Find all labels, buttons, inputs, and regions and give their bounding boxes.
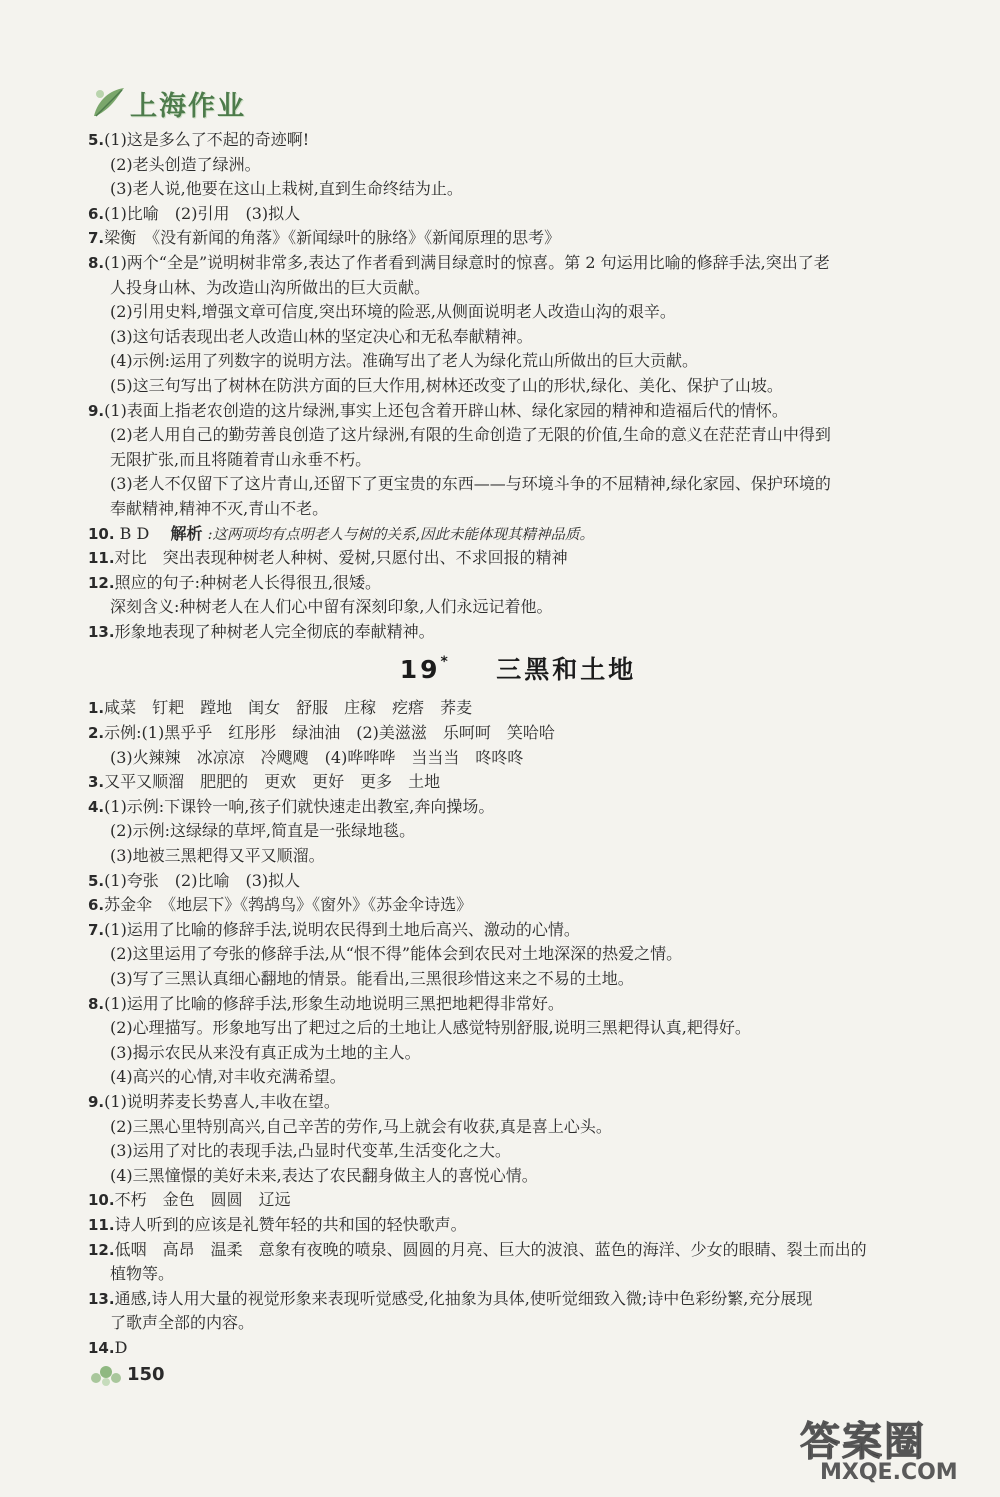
answer-line bbox=[88, 423, 948, 448]
answer-text: 形象地表现了种树老人完全彻底的奉献精神。 bbox=[114, 621, 435, 641]
answer-text: 奉献精神,精神不灭,青山不老。 bbox=[110, 498, 329, 518]
answer-text: (3)地被三黑耙得又平又顺溜。 bbox=[110, 846, 325, 866]
answer-line bbox=[88, 1016, 948, 1041]
logo-text: 上海作业 bbox=[130, 91, 246, 122]
answer-line bbox=[88, 1238, 948, 1263]
answer-text: (3)这句话表现出老人改造山林的坚定决心和无私奉献精神。 bbox=[110, 326, 533, 346]
answer-text: (3)火辣辣 冰凉凉 冷飕飕 (4)哗哗哗 当当当 咚咚咚 bbox=[110, 747, 524, 767]
answer-line bbox=[88, 300, 948, 325]
answer-line bbox=[88, 1287, 948, 1312]
question-number: 2. bbox=[88, 724, 105, 743]
answer-text: (1)运用了比喻的修辞手法,说明农民得到土地后高兴、激动的心情。 bbox=[104, 919, 580, 939]
answer-line bbox=[88, 869, 948, 894]
answer-text: (2)心理描写。形象地写出了耙过之后的土地让人感觉特别舒服,说明三黑耙得认真,耙得好。 bbox=[110, 1018, 751, 1038]
answer-text: D bbox=[114, 1337, 128, 1357]
answer-text: (1)夸张 (2)比喻 (3)拟人 bbox=[104, 870, 301, 890]
answer-line bbox=[88, 276, 948, 301]
answer-line bbox=[88, 795, 948, 820]
question-number: 9. bbox=[88, 1092, 105, 1111]
answer-text: B D bbox=[119, 523, 166, 543]
answer-line bbox=[88, 448, 948, 473]
answer-line bbox=[88, 942, 948, 967]
answer-text: 植物等。 bbox=[110, 1264, 175, 1284]
answer-line bbox=[88, 721, 948, 746]
answer-line bbox=[88, 893, 948, 918]
answer-text: (2)老头创造了绿洲。 bbox=[110, 154, 261, 174]
answer-line bbox=[88, 325, 948, 350]
answer-text: 苏金伞 《地层下》《鹁鸪鸟》《窗外》《苏金伞诗选》 bbox=[104, 895, 473, 915]
answer-line bbox=[88, 226, 948, 251]
question-number: 5. bbox=[88, 871, 105, 890]
answer-line bbox=[88, 1336, 948, 1361]
question-number: 14. bbox=[88, 1338, 115, 1357]
answer-line bbox=[88, 620, 948, 645]
answer-line bbox=[88, 967, 948, 992]
watermark bbox=[800, 1410, 990, 1490]
answer-line bbox=[88, 202, 948, 227]
answer-text: 咸菜 钉耙 蹚地 闺女 舒服 庄稼 疙瘩 荞麦 bbox=[104, 698, 473, 718]
answer-line bbox=[88, 696, 948, 721]
question-number: 7. bbox=[88, 229, 105, 248]
answer-line bbox=[88, 1164, 948, 1189]
question-number: 3. bbox=[88, 773, 105, 792]
answer-line bbox=[88, 595, 948, 620]
answer-line bbox=[88, 497, 948, 522]
answer-line bbox=[88, 1213, 948, 1238]
question-number: 6. bbox=[88, 896, 105, 915]
answer-text: (1)比喻 (2)引用 (3)拟人 bbox=[104, 203, 301, 223]
answer-line bbox=[88, 844, 948, 869]
answer-line bbox=[88, 1188, 948, 1213]
answer-line bbox=[88, 918, 948, 943]
answer-text: (4)三黑憧憬的美好未来,表达了农民翻身做主人的喜悦心情。 bbox=[110, 1165, 538, 1185]
answer-line bbox=[88, 177, 948, 202]
answer-text: (5)这三句写出了树林在防洪方面的巨大作用,树林还改变了山的形状,绿化、美化、保护了山坡。 bbox=[110, 375, 783, 395]
answer-text: (3)运用了对比的表现手法,凸显时代变革,生活变化之大。 bbox=[110, 1141, 511, 1161]
answer-text: (2)三黑心里特别高兴,自己辛苦的劳作,马上就会有收获,真是喜上心头。 bbox=[110, 1116, 612, 1136]
question-number: 1. bbox=[88, 699, 105, 718]
question-number: 6. bbox=[88, 204, 105, 223]
flower-deco-icon bbox=[86, 1360, 126, 1390]
leaf-logo-icon bbox=[88, 82, 128, 122]
answer-text: (4)示例:运用了列数字的说明方法。准确写出了老人为绿化荒山所做出的巨大贡献。 bbox=[110, 351, 699, 371]
watermark-en: MXQE.COM bbox=[820, 1460, 958, 1485]
answer-line bbox=[88, 1065, 948, 1090]
answer-text: 了歌声全部的内容。 bbox=[110, 1313, 255, 1333]
question-number: 8. bbox=[88, 253, 105, 272]
question-number: 7. bbox=[88, 920, 105, 939]
answer-text: 照应的句子:种树老人长得很丑,很矮。 bbox=[114, 572, 382, 592]
section-title bbox=[88, 644, 948, 696]
answer-line-10 bbox=[88, 522, 948, 547]
answer-line bbox=[88, 746, 948, 771]
answer-block-18 bbox=[88, 128, 948, 522]
answer-text: 深刻含义:种树老人在人们心中留有深刻印象,人们永远记着他。 bbox=[110, 597, 553, 617]
analysis-label: 解析 bbox=[170, 523, 203, 543]
section-star: * bbox=[440, 654, 451, 671]
answer-text: 梁衡 《没有新闻的角落》《新闻绿叶的脉络》《新闻原理的思考》 bbox=[104, 228, 561, 248]
question-number: 8. bbox=[88, 994, 105, 1013]
question-number: 4. bbox=[88, 797, 105, 816]
answer-text: (1)表面上指老农创造的这片绿洲,事实上还包含着开辟山林、绿化家园的精神和造福后代的情怀。 bbox=[104, 400, 788, 420]
answer-text: 示例:(1)黑乎乎 红彤彤 绿油油 (2)美滋滋 乐呵呵 笑哈哈 bbox=[104, 723, 555, 743]
answer-text: 诗人听到的应该是礼赞年轻的共和国的轻快歌声。 bbox=[114, 1214, 467, 1234]
answer-content bbox=[88, 128, 948, 1361]
question-number: 9. bbox=[88, 401, 105, 420]
answer-line bbox=[88, 819, 948, 844]
question-number: 12. bbox=[88, 573, 115, 592]
answer-line bbox=[88, 1090, 948, 1115]
answer-text: (3)揭示农民从来没有真正成为土地的主人。 bbox=[110, 1042, 421, 1062]
question-number: 11. bbox=[88, 549, 115, 568]
answer-line bbox=[88, 546, 948, 571]
answer-text: (3)老人不仅留下了这片青山,还留下了更宝贵的东西——与环境斗争的不屈精神,绿化家园、保护环境的 bbox=[110, 474, 831, 494]
answer-text: (2)老人用自己的勤劳善良创造了这片绿洲,有限的生命创造了无限的价值,生命的意义在茫茫青山中得到 bbox=[110, 425, 831, 445]
question-number: 13. bbox=[88, 1289, 115, 1308]
question-number: 12. bbox=[88, 1240, 115, 1259]
answer-line bbox=[88, 770, 948, 795]
answer-block-18-cont bbox=[88, 546, 948, 644]
answer-text: (3)老人说,他要在这山上栽树,直到生命终结为止。 bbox=[110, 179, 463, 199]
answer-text: (2)示例:这绿绿的草坪,简直是一张绿地毯。 bbox=[110, 821, 416, 841]
header-logo bbox=[88, 80, 328, 124]
answer-text: 不朽 金色 圆圆 辽远 bbox=[114, 1190, 291, 1210]
answer-text: (1)说明荞麦长势喜人,丰收在望。 bbox=[104, 1091, 340, 1111]
answer-line bbox=[88, 374, 948, 399]
answer-line bbox=[88, 992, 948, 1017]
question-number: 10. bbox=[88, 524, 115, 543]
watermark-cn: 答案圈 bbox=[800, 1419, 926, 1465]
answer-text: (4)高兴的心情,对丰收充满希望。 bbox=[110, 1067, 346, 1087]
question-number: 5. bbox=[88, 131, 105, 149]
answer-text: (3)写了三黑认真细心翻地的情景。能看出,三黑很珍惜这来之不易的土地。 bbox=[110, 969, 634, 988]
answer-line bbox=[88, 1115, 948, 1140]
answer-text: (1)示例:下课铃一响,孩子们就快速走出教室,奔向操场。 bbox=[104, 796, 495, 816]
answer-line bbox=[88, 128, 948, 153]
answer-text: 低咽 高昂 温柔 意象有夜晚的喷泉、圆圆的月亮、巨大的波浪、蓝色的海洋、少女的眼睛、裂土而出的 bbox=[114, 1239, 867, 1259]
answer-line bbox=[88, 1041, 948, 1066]
answer-line bbox=[88, 571, 948, 596]
answer-line bbox=[88, 349, 948, 374]
section-number: 19 bbox=[399, 655, 441, 685]
answer-text: (1)这是多么了不起的奇迹啊! bbox=[104, 130, 310, 149]
answer-line bbox=[88, 1139, 948, 1164]
answer-text: 无限扩张,而且将随着青山永垂不朽。 bbox=[110, 449, 372, 469]
answer-line bbox=[88, 472, 948, 497]
answer-line bbox=[88, 251, 948, 276]
question-number: 11. bbox=[88, 1215, 115, 1234]
answer-line bbox=[88, 399, 948, 424]
question-number: 10. bbox=[88, 1191, 115, 1210]
answer-block-19 bbox=[88, 696, 948, 1360]
answer-line bbox=[88, 1311, 948, 1336]
section-name: 三黑和土地 bbox=[496, 655, 637, 685]
answer-text: 人投身山林、为改造山沟所做出的巨大贡献。 bbox=[110, 277, 431, 297]
answer-text: 对比 突出表现种树老人种树、爱树,只愿付出、不求回报的精神 bbox=[114, 548, 568, 568]
analysis-text: :这两项均有点明老人与树的关系,因此未能体现其精神品质。 bbox=[207, 526, 595, 543]
question-number: 13. bbox=[88, 622, 115, 641]
answer-line bbox=[88, 153, 948, 178]
answer-text: 又平又顺溜 肥肥的 更欢 更好 更多 土地 bbox=[104, 772, 441, 792]
answer-text: (2)引用史料,增强文章可信度,突出环境的险恶,从侧面说明老人改造山沟的艰辛。 bbox=[110, 302, 676, 322]
answer-text: (1)两个“全是”说明树非常多,表达了作者看到满目绿意时的惊喜。第 2 句运用比喻的修辞手法,突出了老 bbox=[104, 252, 830, 272]
page-number: 150 bbox=[127, 1364, 165, 1385]
answer-text: (2)这里运用了夸张的修辞手法,从“恨不得”能体会到农民对土地深深的热爱之情。 bbox=[110, 944, 683, 964]
answer-text: (1)运用了比喻的修辞手法,形象生动地说明三黑把地耙得非常好。 bbox=[104, 993, 564, 1013]
answer-text: 通感,诗人用大量的视觉形象来表现听觉感受,化抽象为具体,使听觉细致入微;诗中色彩纷繁,充分展现 bbox=[114, 1288, 813, 1308]
answer-line bbox=[88, 1262, 948, 1287]
